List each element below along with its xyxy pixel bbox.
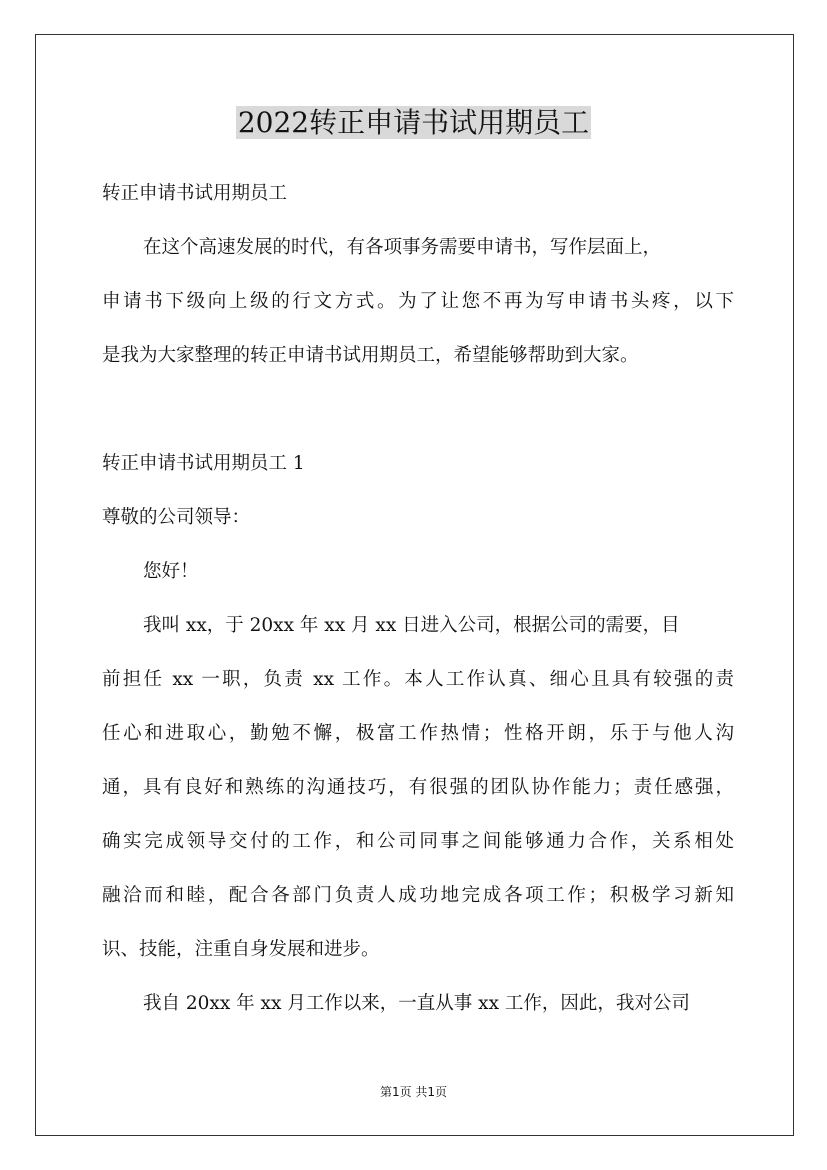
text-line: 确实完成领导交付的工作，和公司同事之间能够通力合作，关系相处 bbox=[102, 831, 734, 852]
text-line: 前担任 xx 一职，负责 xx 工作。本人工作认真、细心且具有较强的责 bbox=[102, 669, 734, 690]
page-footer: 第1页 共1页 bbox=[379, 1085, 448, 1099]
document-title: 2022转正申请书试用期员工 bbox=[237, 106, 590, 139]
text-line: 是我为大家整理的转正申请书试用期员工，希望能够帮助到大家。 bbox=[102, 345, 639, 366]
document-title-wrapper bbox=[0, 104, 827, 142]
text-line: 我自 20xx 年 xx 月工作以来，一直从事 xx 工作，因此，我对公司 bbox=[143, 993, 690, 1014]
subtitle-line: 转正申请书试用期员工 bbox=[102, 183, 288, 204]
salutation: 尊敬的公司领导： bbox=[102, 507, 251, 528]
text-line: 通，具有良好和熟练的沟通技巧，有很强的团队协作能力；责任感强， bbox=[102, 777, 734, 798]
text-line: 我叫 xx，于 20xx 年 xx 月 xx 日进入公司，根据公司的需要，目 bbox=[143, 615, 680, 636]
text-line: 融洽而和睦，配合各部门负责人成功地完成各项工作；积极学习新知 bbox=[102, 885, 734, 906]
text-line: 在这个高速发展的时代，有各项事务需要申请书，写作层面上， bbox=[143, 237, 662, 258]
section-heading: 转正申请书试用期员工 1 bbox=[102, 453, 305, 474]
greeting: 您好！ bbox=[143, 561, 199, 582]
text-line: 申请书下级向上级的行文方式。为了让您不再为写申请书头疼，以下 bbox=[102, 291, 734, 312]
text-line: 识、技能，注重自身发展和进步。 bbox=[102, 939, 380, 960]
text-line: 任心和进取心，勤勉不懈，极富工作热情；性格开朗，乐于与他人沟 bbox=[102, 723, 734, 744]
